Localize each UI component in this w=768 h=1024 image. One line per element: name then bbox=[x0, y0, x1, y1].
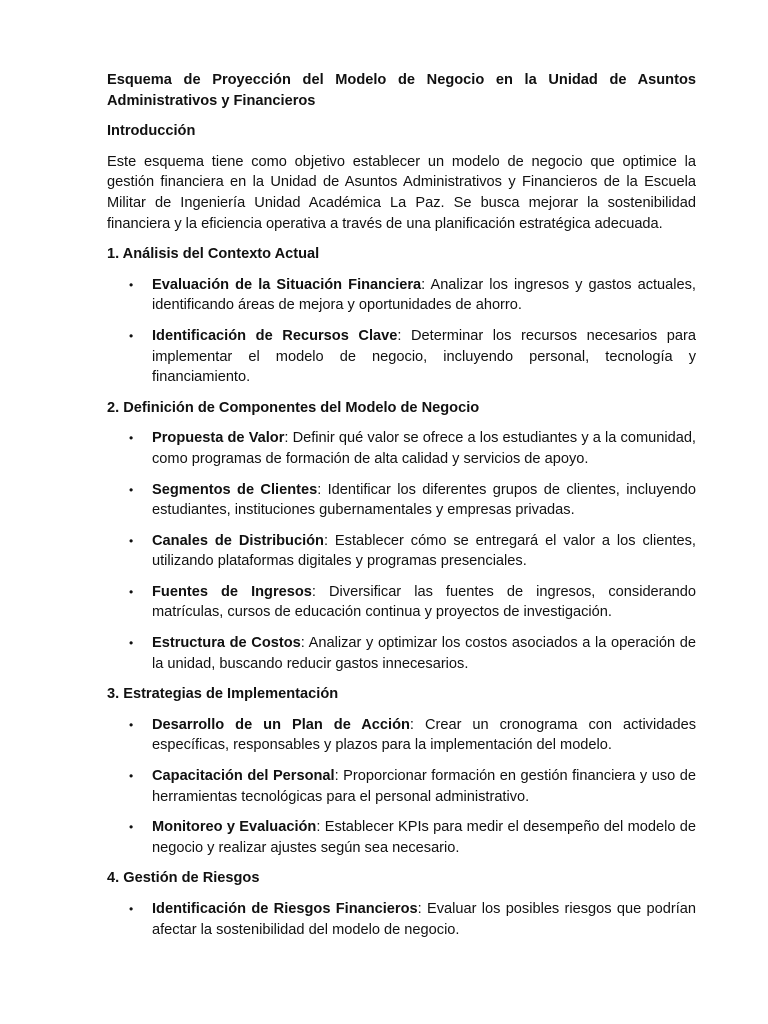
section-heading: 2. Definición de Componentes del Modelo de Negocio bbox=[107, 399, 480, 416]
item-text: : Proporcionar formación en gestión financiera y uso de herramientas tecnológicas para el personal administrativo. bbox=[152, 768, 696, 805]
item-text: : Crear un cronograma con actividades específicas, responsables y plazos para la implementación del modelo. bbox=[152, 716, 696, 754]
item-term: Fuentes de Ingresos bbox=[152, 583, 312, 600]
item-term: Canales de Distribución bbox=[152, 532, 324, 549]
bullet-icon: • bbox=[129, 482, 134, 497]
item-term: Capacitación del Personal bbox=[152, 768, 335, 785]
list-item bbox=[107, 275, 696, 316]
item-text: : Diversificar las fuentes de ingresos, considerando matrículas, cursos de educación continua y proyectos de investigación. bbox=[152, 583, 696, 621]
item-text: : Establecer cómo se entregará el valor a los clientes, utilizando plataformas digitales y programas presenciales. bbox=[152, 532, 696, 570]
section-heading: 1. Análisis del Contexto Actual bbox=[107, 246, 320, 263]
bullet-list bbox=[107, 428, 696, 674]
intro-heading: Introducción bbox=[107, 123, 196, 140]
intro-paragraph: Este esquema tiene como objetivo establecer un modelo de negocio que optimice la gestión financiera en la Unidad de Asuntos Administrativos y Financieros de la Escuela Militar de Ingeniería Unidad Académica La Paz. Se busca mejorar la sostenibilidad financiera y la eficiencia operativa a través de una planificación estratégica adecuada. bbox=[107, 153, 696, 232]
bullet-icon: • bbox=[129, 328, 134, 343]
bullet-icon: • bbox=[129, 636, 134, 651]
item-text: : Evaluar los posibles riesgos que podrían afectar la sostenibilidad del modelo de negocio. bbox=[152, 901, 696, 938]
item-term: Identificación de Riesgos Financieros bbox=[152, 901, 418, 917]
item-text: : Identificar los diferentes grupos de clientes, incluyendo estudiantes, instituciones gubernamentales y empresas privadas. bbox=[152, 481, 696, 519]
list-item bbox=[107, 633, 696, 674]
item-term: Monitoreo y Evaluación bbox=[152, 819, 317, 836]
document-title: Esquema de Proyección del Modelo de Negocio en la Unidad de Asuntos Administrativos y Financieros bbox=[107, 72, 696, 109]
bullet-icon: • bbox=[129, 277, 134, 292]
list-item bbox=[107, 582, 696, 623]
list-item bbox=[107, 715, 696, 756]
section-2 bbox=[107, 398, 696, 675]
bullet-icon: • bbox=[129, 584, 134, 599]
list-item bbox=[107, 817, 696, 858]
item-term: Estructura de Costos bbox=[152, 635, 301, 652]
item-text: : Analizar los ingresos y gastos actuales, identificando áreas de mejora y oportunidades de ahorro. bbox=[152, 276, 696, 314]
bullet-list bbox=[107, 899, 696, 940]
section-4 bbox=[107, 868, 696, 940]
list-item bbox=[107, 766, 696, 807]
item-term: Propuesta de Valor bbox=[152, 430, 285, 447]
section-1 bbox=[107, 244, 696, 388]
bullet-list bbox=[107, 715, 696, 859]
section-3 bbox=[107, 684, 696, 858]
section-heading: 4. Gestión de Riesgos bbox=[107, 870, 260, 887]
bullet-icon: • bbox=[129, 902, 134, 916]
list-item bbox=[107, 428, 696, 469]
bullet-icon: • bbox=[129, 769, 134, 784]
item-term: Desarrollo de un Plan de Acción bbox=[152, 716, 410, 733]
list-item bbox=[107, 480, 696, 521]
bullet-icon: • bbox=[129, 717, 134, 732]
item-text: : Definir qué valor se ofrece a los estudiantes y a la comunidad, como programas de formación de alta calidad y servicios de apoyo. bbox=[152, 430, 696, 467]
item-term: Segmentos de Clientes bbox=[152, 481, 318, 498]
bullet-icon: • bbox=[129, 820, 134, 835]
item-text: : Determinar los recursos necesarios para implementar el modelo de negocio, incluyendo personal, tecnología y financiamiento. bbox=[152, 327, 696, 386]
item-text: : Analizar y optimizar los costos asociados a la operación de la unidad, buscando reducir gastos innecesarios. bbox=[152, 635, 696, 672]
section-heading: 3. Estrategias de Implementación bbox=[107, 686, 339, 703]
bullet-icon: • bbox=[129, 431, 134, 446]
bullet-icon: • bbox=[129, 533, 134, 548]
list-item bbox=[107, 326, 696, 388]
list-item bbox=[107, 531, 696, 572]
item-text: : Establecer KPIs para medir el desempeño del modelo de negocio y realizar ajustes según sea necesario. bbox=[152, 819, 696, 856]
bullet-list bbox=[107, 275, 696, 388]
item-term: Evaluación de la Situación Financiera bbox=[152, 276, 422, 293]
item-term: Identificación de Recursos Clave bbox=[152, 327, 398, 344]
list-item bbox=[107, 899, 696, 940]
